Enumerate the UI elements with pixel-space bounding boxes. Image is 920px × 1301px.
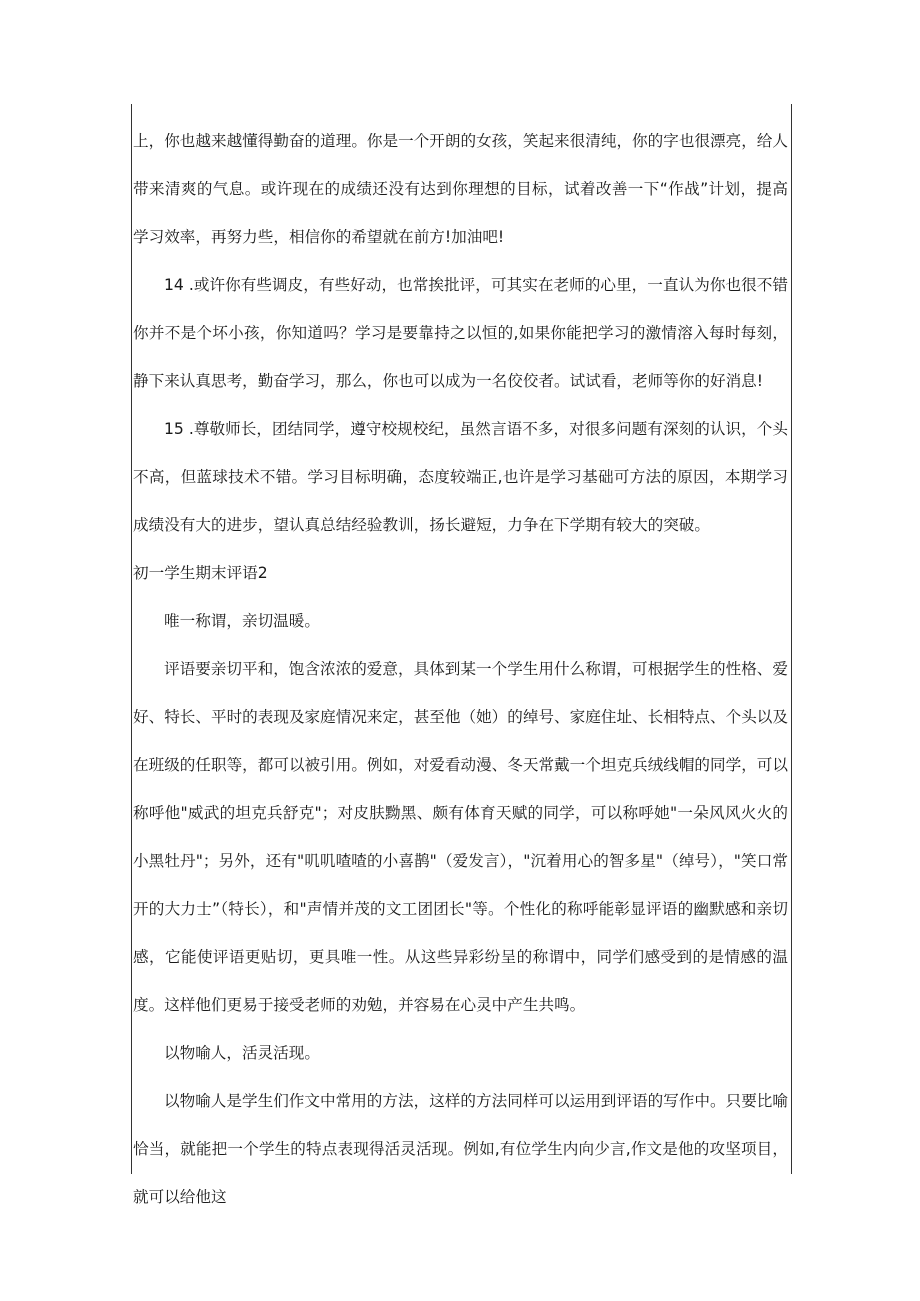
- subheading-unique-address: 唯一称谓，亲切温暖。: [164, 612, 320, 630]
- paragraph-comment-15: 15 .尊敬师长，团结同学，遵守校规校纪，虽然言语不多，对很多问题有深刻的认识，个头不高，但蓝球技术不错。学习目标明确，态度较端正,也许是学习基础可方法的原因，本期学习成绩没有大的进步，望认真总结经验教训，扬长避短，力争在下学期有较大的突破。: [133, 420, 788, 534]
- left-margin-rule: [131, 104, 132, 1174]
- right-margin-rule: [791, 104, 792, 1174]
- paragraph-comment-14: 14 .或许你有些调皮，有些好动，也常挨批评，可其实在老师的心里，一直认为你也很不错你并不是个坏小孩，你知道吗？学习是要靠持之以恒的,如果你能把学习的激情溶入每时每刻，静下来认真思考，勤奋学习，那么，你也可以成为一名佼佼者。试试看，老师等你的好消息!: [133, 276, 788, 390]
- document-body: [133, 117, 788, 1221]
- section-heading: 初一学生期末评语2: [133, 564, 268, 582]
- subheading-metaphor: 以物喻人，活灵活现。: [164, 1044, 320, 1062]
- paragraph-metaphor-explanation: 以物喻人是学生们作文中常用的方法，这样的方法同样可以运用到评语的写作中。只要比喻恰当，就能把一个学生的特点表现得活灵活现。例如,有位学生内向少言,作文是他的攻坚项目，就可以给他这: [133, 1092, 788, 1206]
- paragraph-address-explanation: 评语要亲切平和，饱含浓浓的爱意，具体到某一个学生用什么称谓，可根据学生的性格、爱好、特长、平时的表现及家庭情况来定，甚至他（她）的绰号、家庭住址、长相特点、个头以及在班级的任职等，都可以被引用。例如，对爱看动漫、冬天常戴一个坦克兵绒线帽的同学，可以称呼他"威武的坦克兵舒克"；对皮肤黝黑、颇有体育天赋的同学，可以称呼她"一朵风风火火的小黑牡丹"；另外，还有"叽叽喳喳的小喜鹊"（爱发言），"沉着用心的智多星"（绰号），"笑口常开的大力士”（特长），和"声情并茂的文工团团长"等。个性化的称呼能彰显评语的幽默感和亲切感，它能使评语更贴切，更具唯一性。从这些异彩纷呈的称谓中，同学们感受到的是情感的温度。这样他们更易于接受老师的劝勉，并容易在心灵中产生共鸣。: [133, 660, 788, 1014]
- paragraph-continuation: 上，你也越来越懂得勤奋的道理。你是一个开朗的女孩，笑起来很清纯，你的字也很漂亮，给人带来清爽的气息。或许现在的成绩还没有达到你理想的目标，试着改善一下“作战”计划，提高学习效率，再努力些，相信你的希望就在前方!加油吧!: [133, 132, 788, 246]
